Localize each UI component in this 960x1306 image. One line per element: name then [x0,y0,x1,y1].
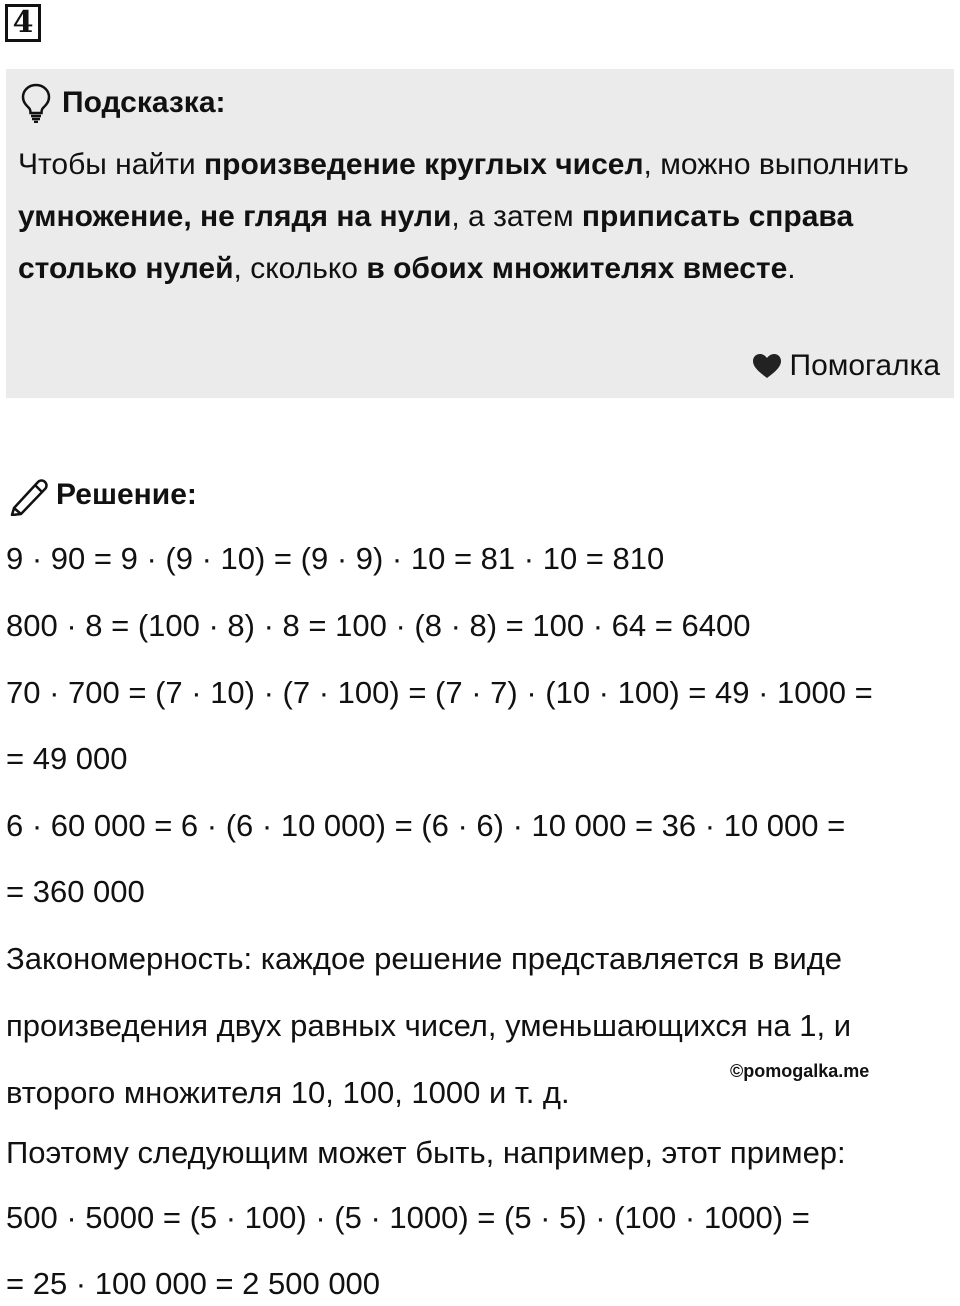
solution-line: произведения двух равных чисел, уменьшающихся на 1, и [6,1008,852,1043]
hint-text-run: , можно выполнить [643,148,909,181]
hint-box [6,69,954,398]
task-number: 4 [5,4,41,42]
hint-text-run: . [787,252,796,285]
lightbulb-icon [20,83,52,123]
hint-text-bold: умножение, не глядя на нули [18,200,452,233]
hint-text-bold: произведение круглых чисел [204,148,644,181]
hint-text-bold: приписать справа столько нулей [18,200,854,285]
solution-line: 6 · 60 000 = 6 · (6 · 10 000) = (6 · 6) · 10 000 = 36 · 10 000 = [6,808,846,843]
solution-line: 70 · 700 = (7 · 10) · (7 · 100) = (7 · 7) · (10 · 100) = 49 · 1000 = [6,675,873,710]
hint-text-run: Чтобы найти [18,148,205,181]
solution-line: 500 · 5000 = (5 · 100) · (5 · 1000) = (5 · 5) · (100 · 1000) = [6,1200,810,1235]
solution-line: = 49 000 [6,741,128,776]
heart-icon [752,353,782,379]
solution-line: второго множителя 10, 100, 1000 и т. д. [6,1075,570,1110]
solution-header [8,474,197,516]
solution-line: = 360 000 [6,874,145,909]
solution-line: 800 · 8 = (100 · 8) · 8 = 100 · (8 · 8) = 100 · 64 = 6400 [6,608,751,643]
brand-name: Помогалка [789,349,940,382]
hint-title: Подсказка: [62,86,226,119]
solution-title: Решение: [56,478,197,511]
pencil-icon [8,474,50,516]
solution-line: Закономерность: каждое решение представляется в виде [6,941,843,976]
hint-text-run: , сколько [233,252,367,285]
solution-line: 9 · 90 = 9 · (9 · 10) = (9 · 9) · 10 = 81 · 10 = 810 [6,541,665,576]
hint-header [20,83,226,123]
solution-line: = 25 · 100 000 = 2 500 000 [6,1266,381,1301]
hint-text-bold: в обоих множителях вместе [366,252,788,285]
hint-text-run: , а затем [451,200,582,233]
hint-text [18,139,938,295]
solution-line: Поэтому следующим может быть, например, этот пример: [6,1135,846,1170]
watermark: ©pomogalka.me [730,1061,870,1081]
brand-label [752,349,941,383]
